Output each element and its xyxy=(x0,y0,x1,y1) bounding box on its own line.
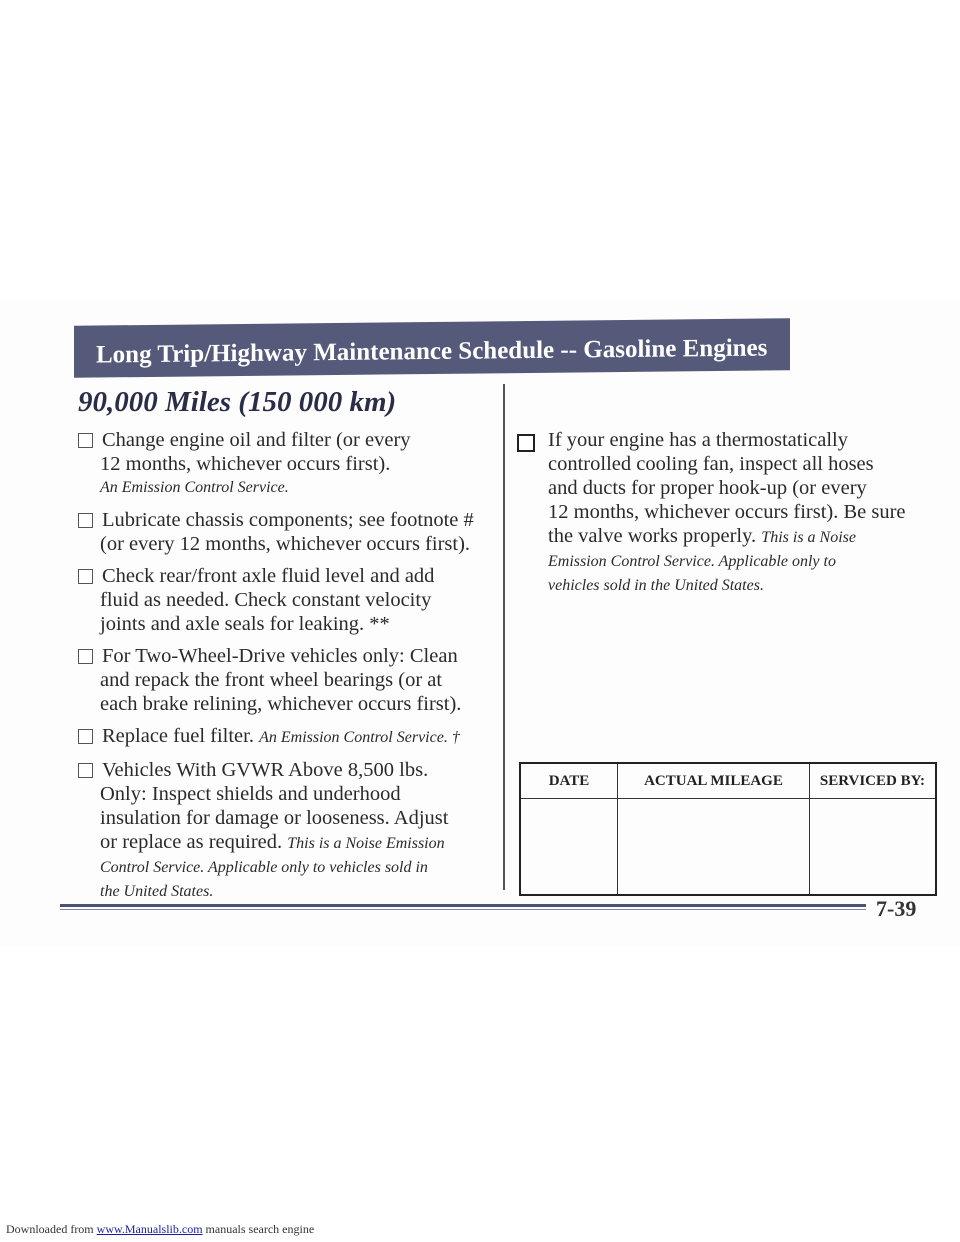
item-text: Change engine oil and filter (or every xyxy=(102,429,411,451)
item-note: An Emission Control Service. xyxy=(100,479,289,496)
item-line xyxy=(520,524,940,550)
footer-rule-thin xyxy=(60,909,866,910)
actual-mileage-header: ACTUAL MILEAGE xyxy=(618,763,810,799)
download-footer xyxy=(6,1222,314,1237)
item-line xyxy=(78,724,498,750)
item-note: vehicles sold in the United States. xyxy=(548,577,764,594)
checkbox-icon[interactable] xyxy=(78,729,93,744)
checklist-item-cooling-fan xyxy=(520,428,940,598)
item-text: (or every 12 months, whichever occurs first). xyxy=(100,533,471,555)
item-text: the valve works properly. xyxy=(548,525,757,547)
checklist-item-change-oil xyxy=(78,428,498,500)
item-note: Emission Control Service. Applicable only to xyxy=(548,553,836,570)
item-note: Control Service. Applicable only to vehicles sold in xyxy=(100,859,428,876)
checkbox-icon[interactable] xyxy=(78,649,93,664)
serviced-by-cell[interactable] xyxy=(809,799,936,896)
item-text: 12 months, whichever occurs first). xyxy=(100,453,391,475)
item-note: the United States. xyxy=(100,883,214,900)
mileage-cell[interactable] xyxy=(618,799,810,896)
item-note: This is a Noise Emission xyxy=(287,835,445,852)
item-text: controlled cooling fan, inspect all hoses xyxy=(548,453,874,475)
footer-suffix: manuals search engine xyxy=(205,1222,315,1236)
item-note: An Emission Control Service. † xyxy=(259,729,460,746)
checklist-item-fuel-filter xyxy=(78,724,498,750)
checkbox-icon[interactable] xyxy=(78,763,93,778)
table-header-row xyxy=(520,763,936,799)
page-number: 7-39 xyxy=(876,896,917,921)
mileage-heading: 90,000 Miles (150 000 km) xyxy=(78,386,397,418)
table-row xyxy=(520,799,936,896)
section-banner xyxy=(74,318,790,377)
item-note: This is a Noise xyxy=(761,529,856,546)
service-log-table xyxy=(519,762,937,896)
item-text: fluid as needed. Check constant velocity xyxy=(100,589,432,611)
item-text: Vehicles With GVWR Above 8,500 lbs. xyxy=(102,759,429,781)
item-text: and repack the front wheel bearings (or at xyxy=(100,669,443,691)
item-text: For Two-Wheel-Drive vehicles only: Clean xyxy=(102,645,458,667)
footer-rule xyxy=(60,904,866,907)
column-divider xyxy=(503,384,505,890)
checklist-item-lubricate-chassis xyxy=(78,508,498,556)
left-column xyxy=(78,428,498,912)
checkbox-icon[interactable] xyxy=(78,569,93,584)
item-text: If your engine has a thermostatically xyxy=(548,429,848,451)
checkbox-icon[interactable] xyxy=(517,434,535,452)
date-header: DATE xyxy=(520,763,618,799)
item-text: Lubricate chassis components; see footnote # xyxy=(102,509,474,531)
checklist-item-underhood-shields xyxy=(78,758,498,904)
item-text: Check rear/front axle fluid level and add xyxy=(102,565,435,587)
checkbox-icon[interactable] xyxy=(78,433,93,448)
item-text: joints and axle seals for leaking. ** xyxy=(100,613,390,635)
item-text: Replace fuel filter. xyxy=(102,725,254,747)
manualslib-link[interactable]: www.Manualslib.com xyxy=(96,1222,203,1236)
checklist-item-axle-fluid xyxy=(78,564,498,636)
item-text: 12 months, whichever occurs first). Be sure xyxy=(548,501,906,523)
footer-prefix: Downloaded from xyxy=(6,1222,94,1236)
item-text: each brake relining, whichever occurs first). xyxy=(100,693,462,715)
checklist-item-wheel-bearings xyxy=(78,644,498,716)
item-text: and ducts for proper hook-up (or every xyxy=(548,477,867,499)
item-text: insulation for damage or looseness. Adjust xyxy=(100,807,449,829)
date-cell[interactable] xyxy=(520,799,618,896)
serviced-by-header: SERVICED BY: xyxy=(809,763,936,799)
item-text: or replace as required. xyxy=(100,831,283,853)
item-line xyxy=(78,830,498,856)
banner-title: Long Trip/Highway Maintenance Schedule -- Gasoline Engines xyxy=(96,334,768,369)
checkbox-icon[interactable] xyxy=(78,513,93,528)
right-column xyxy=(520,428,940,606)
item-text: Only: Inspect shields and underhood xyxy=(100,783,401,805)
